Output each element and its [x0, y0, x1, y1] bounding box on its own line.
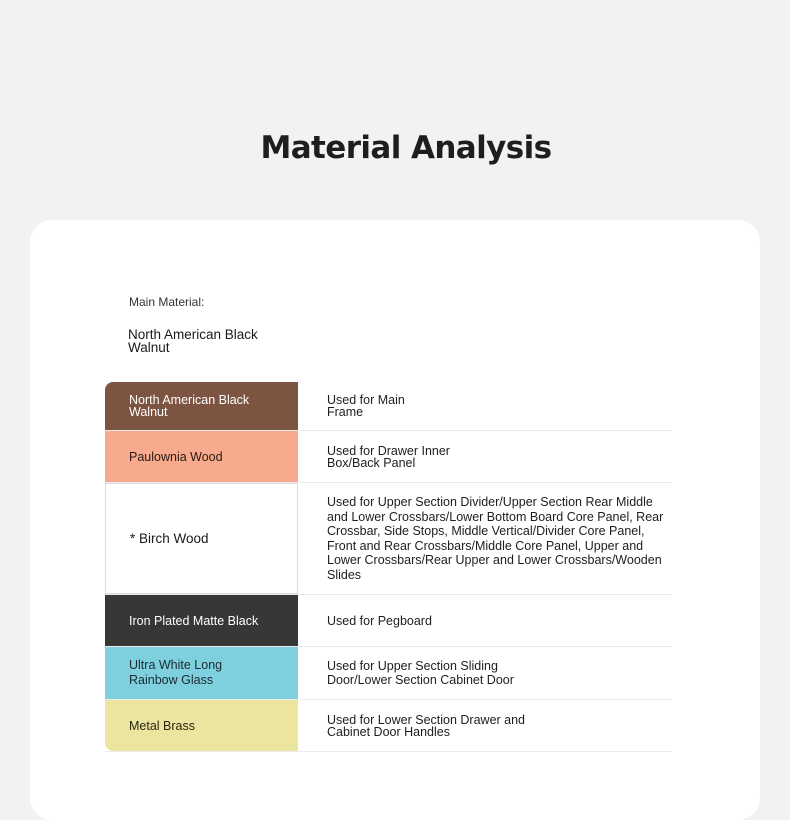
material-swatch-brass [105, 700, 298, 751]
material-name: * Birch Wood [130, 530, 209, 546]
material-name: Iron Plated Matte Black [129, 613, 259, 628]
material-row-glass [105, 647, 672, 700]
material-swatch-birch [105, 483, 298, 594]
page-title: Material Analysis [260, 130, 552, 166]
material-row-walnut [105, 382, 672, 431]
material-row-iron [105, 595, 672, 647]
material-swatch-glass [105, 647, 298, 699]
material-row-brass [105, 700, 672, 752]
main-material-value: North American Black Walnut [128, 327, 258, 355]
material-usage [298, 431, 672, 482]
material-usage [298, 700, 672, 751]
material-row-birch [105, 483, 672, 595]
material-usage-text: Used for Pegboard [327, 613, 432, 628]
material-name: Ultra White Long Rainbow Glass [129, 658, 223, 687]
material-row-paulownia [105, 431, 672, 483]
material-usage [298, 483, 672, 594]
material-table [105, 382, 672, 752]
material-usage-text: Used for Main Frame [327, 393, 405, 419]
material-usage [298, 382, 672, 430]
material-swatch-walnut [105, 382, 298, 430]
main-material-label: Main Material: [129, 295, 205, 309]
material-usage-text: Used for Lower Section Drawer and Cabinet Door Handles [327, 712, 526, 739]
material-usage [298, 647, 672, 699]
material-usage-text: Used for Upper Section Sliding Door/Lower Section Cabinet Door [327, 659, 514, 687]
material-swatch-paulownia [105, 431, 298, 482]
material-swatch-iron [105, 595, 298, 646]
material-name: Paulownia Wood [129, 449, 223, 464]
material-name: North American Black Walnut [129, 393, 250, 419]
material-usage-text: Used for Drawer Inner Box/Back Panel [327, 443, 450, 470]
material-name: Metal Brass [129, 718, 195, 733]
material-usage-text: Used for Upper Section Divider/Upper Section Rear Middle and Lower Crossbars/Lower Bottom Board Core Panel, Rear Crossbar, Side Stops, Middle Vertical/Divider Core Panel, Front and Rear Crossbars/Middle Core Panel, Upper and Lower Crossbars/Rear Upper and Lower Crossbars/Wooden Slides [327, 495, 664, 582]
material-usage [298, 595, 672, 646]
